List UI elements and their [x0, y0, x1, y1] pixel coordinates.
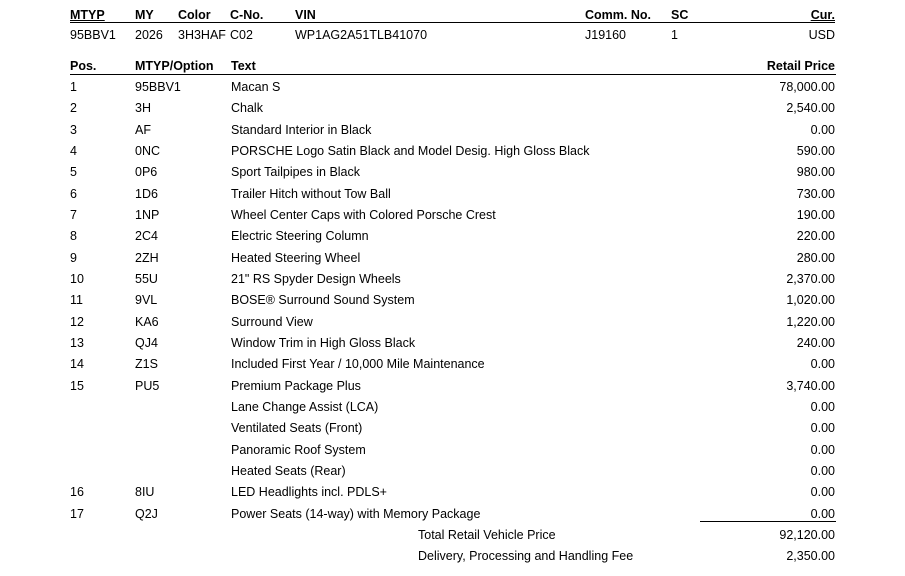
row-text: Electric Steering Column — [231, 229, 369, 244]
row-text: Ventilated Seats (Front) — [231, 421, 363, 436]
row-code: 2ZH — [135, 250, 159, 265]
row-pos: 1 — [70, 80, 77, 94]
row-price: 1,220.00 — [786, 314, 835, 329]
row-pos: 10 — [70, 272, 84, 286]
row-code: 95BBV1 — [135, 80, 181, 94]
row-price: 590.00 — [796, 144, 835, 158]
row-text: Heated Steering Wheel — [231, 250, 361, 265]
row-text: 21" RS Spyder Design Wheels — [231, 272, 401, 286]
row-price: 2,370.00 — [786, 272, 835, 286]
row-text: Heated Seats (Rear) — [231, 464, 346, 478]
row-price: 78,000.00 — [779, 80, 835, 94]
header-value-my: 2026 — [135, 28, 163, 42]
fee-label: Delivery, Processing and Handling Fee — [418, 549, 634, 564]
row-pos: 15 — [70, 378, 84, 393]
row-text: Standard Interior in Black — [231, 122, 372, 137]
row-price: 0.00 — [810, 357, 835, 372]
row-pos: 5 — [70, 165, 77, 180]
row-text: LED Headlights incl. PDLS+ — [231, 485, 387, 500]
row-price: 730.00 — [796, 186, 835, 201]
row-price: 0.00 — [810, 400, 835, 414]
header-label-comm-no: Comm. No. — [585, 8, 651, 22]
row-pos: 13 — [70, 336, 84, 350]
row-text: Trailer Hitch without Tow Ball — [231, 186, 391, 201]
header-label-vin: VIN — [295, 8, 316, 22]
total-label: Total Retail Vehicle Price — [418, 528, 556, 542]
row-code: 55U — [135, 272, 158, 286]
row-code: 2C4 — [135, 229, 158, 244]
fee-value: 2,350.00 — [786, 549, 835, 564]
row-pos: 4 — [70, 144, 77, 158]
header-label-mtyp: MTYP — [70, 8, 105, 22]
row-price: 280.00 — [796, 250, 835, 265]
header-value-sc: 1 — [671, 28, 678, 42]
row-price: 1,020.00 — [786, 293, 835, 308]
header-divider — [70, 22, 835, 23]
row-pos: 16 — [70, 485, 84, 500]
header-label-c-no: C-No. — [230, 8, 264, 22]
row-code: 1NP — [135, 208, 160, 222]
row-price: 0.00 — [810, 464, 835, 478]
row-price: 220.00 — [796, 229, 835, 244]
subtotal-divider — [700, 521, 836, 522]
row-text: PORSCHE Logo Satin Black and Model Desig. High Gloss Black — [231, 144, 590, 158]
header-label-color: Color — [178, 8, 211, 22]
header-value-c-no: C02 — [230, 28, 253, 42]
row-price: 2,540.00 — [786, 101, 835, 116]
row-code: KA6 — [135, 314, 159, 329]
row-text: Power Seats (14-way) with Memory Package — [231, 506, 481, 521]
row-price: 0.00 — [810, 122, 835, 137]
row-price: 190.00 — [796, 208, 835, 222]
row-price: 0.00 — [810, 421, 835, 436]
row-code: Q2J — [135, 506, 158, 521]
row-text: Panoramic Roof System — [231, 442, 366, 457]
row-pos: 8 — [70, 229, 77, 244]
total-value: 92,120.00 — [779, 528, 835, 542]
row-code: 0NC — [135, 144, 161, 158]
header-label-currency: Cur. — [810, 8, 835, 22]
row-text: Surround View — [231, 314, 313, 329]
row-pos: 7 — [70, 208, 77, 222]
header-label-sc: SC — [671, 8, 689, 22]
row-price: 240.00 — [796, 336, 835, 350]
header-value-vin: WP1AG2A51TLB41070 — [295, 28, 428, 42]
row-pos: 12 — [70, 314, 84, 329]
row-text: Macan S — [231, 80, 281, 94]
row-price: 0.00 — [810, 485, 835, 500]
table-header-divider — [70, 74, 836, 75]
row-code: PU5 — [135, 378, 160, 393]
row-price: 0.00 — [810, 506, 835, 521]
row-price: 980.00 — [796, 165, 835, 180]
row-pos: 3 — [70, 122, 77, 137]
row-text: Chalk — [231, 101, 263, 116]
row-pos: 2 — [70, 101, 77, 116]
row-code: AF — [135, 122, 151, 137]
header-label-my: MY — [135, 8, 154, 22]
row-code: 1D6 — [135, 186, 158, 201]
row-code: 0P6 — [135, 165, 158, 180]
row-code: QJ4 — [135, 336, 158, 350]
column-header-text: Text — [231, 59, 256, 73]
row-code: 8IU — [135, 485, 155, 500]
row-text: Premium Package Plus — [231, 378, 361, 393]
row-price: 3,740.00 — [786, 378, 835, 393]
row-code: 9VL — [135, 293, 158, 308]
row-text: Sport Tailpipes in Black — [231, 165, 361, 180]
column-header-pos: Pos. — [70, 59, 97, 73]
column-header-mtyp-option: MTYP/Option — [135, 59, 214, 73]
row-pos: 9 — [70, 250, 77, 265]
row-pos: 14 — [70, 357, 84, 372]
header-value-currency: USD — [808, 28, 835, 42]
row-text: Window Trim in High Gloss Black — [231, 336, 416, 350]
row-pos: 17 — [70, 506, 84, 521]
row-code: Z1S — [135, 357, 158, 372]
column-header-retail-price: Retail Price — [766, 59, 835, 73]
row-text: Included First Year / 10,000 Mile Maintenance — [231, 357, 485, 372]
header-value-color: 3H3HAF — [178, 28, 226, 42]
row-code: 3H — [135, 101, 151, 116]
row-text: Lane Change Assist (LCA) — [231, 400, 379, 414]
row-text: BOSE® Surround Sound System — [231, 293, 415, 308]
header-value-comm-no: J19160 — [585, 28, 627, 42]
row-price: 0.00 — [810, 442, 835, 457]
header-value-mtyp: 95BBV1 — [70, 28, 116, 42]
row-text: Wheel Center Caps with Colored Porsche Crest — [231, 208, 496, 222]
row-pos: 11 — [70, 293, 83, 308]
row-pos: 6 — [70, 186, 77, 201]
